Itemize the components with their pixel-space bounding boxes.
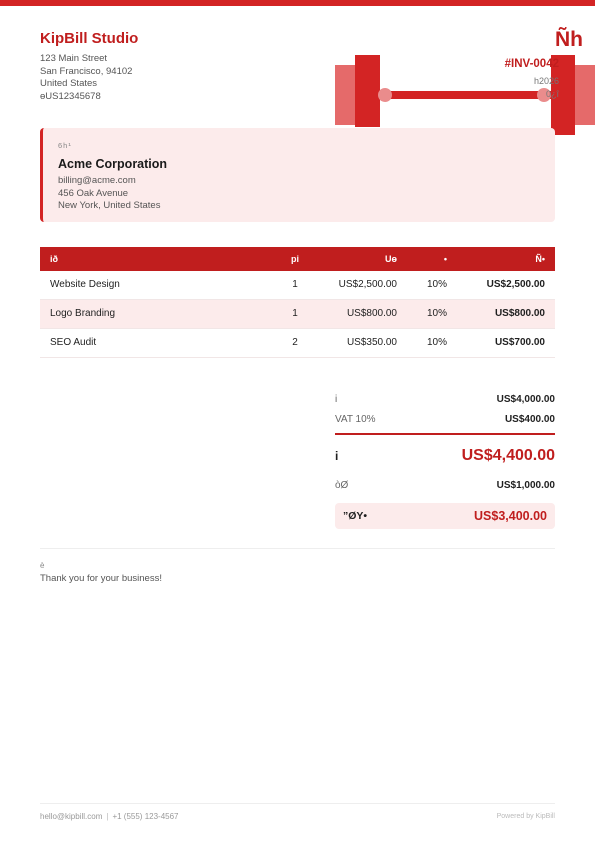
company-address-line: San Francisco, 94102	[40, 65, 133, 77]
decor-circle-left	[378, 88, 392, 102]
item-description: SEO Audit	[50, 337, 97, 348]
header-description: ið	[50, 254, 58, 264]
decor-bar-left	[355, 55, 380, 127]
item-tax: 10%	[426, 337, 447, 348]
subtotal-row	[335, 390, 555, 410]
invoice-title: Ñh	[555, 28, 583, 51]
client-street: 456 Oak Avenue	[58, 187, 129, 199]
footer-divider	[40, 803, 555, 804]
client-city: New York, United States	[58, 200, 161, 211]
item-unit-price: US$350.00	[346, 337, 397, 348]
footer-email[interactable]: hello@kipbill.com	[40, 812, 103, 821]
client-email: billing@acme.com	[58, 175, 136, 186]
totals-divider	[335, 433, 555, 435]
item-unit-price: US$800.00	[346, 308, 397, 319]
decor-bar-horizontal	[380, 91, 551, 99]
bill-to-card	[40, 128, 555, 222]
top-accent-bar	[0, 0, 595, 6]
table-row	[40, 300, 555, 329]
invoice-meta	[534, 75, 559, 101]
total-label: i	[335, 449, 339, 463]
invoice-number: #INV-0042	[504, 58, 559, 70]
invoice-due-date: 0¿î	[545, 89, 559, 99]
item-tax: 10%	[426, 279, 447, 290]
paid-label: òØ	[335, 480, 349, 491]
item-quantity: 2	[292, 337, 298, 348]
item-quantity: 1	[292, 308, 298, 319]
paid-value: US$1,000.00	[496, 480, 555, 491]
footer-phone[interactable]: +1 (555) 123-4567	[112, 812, 179, 821]
balance-due-label: ”ØY•	[343, 510, 368, 522]
balance-due-value: US$3,400.00	[474, 509, 547, 523]
table-row	[40, 329, 555, 358]
item-amount: US$2,500.00	[486, 279, 545, 290]
powered-by: Powered by KipBill	[496, 813, 555, 820]
item-unit-price: US$2,500.00	[338, 279, 397, 290]
notes-text: Thank you for your business!	[40, 573, 162, 584]
bill-to-label: 6h¹	[58, 141, 72, 150]
company-address-line: 123 Main Street	[40, 53, 108, 64]
company-tax-id: ɵUS12345678	[40, 90, 101, 102]
vat-row	[335, 410, 555, 430]
paid-row	[335, 475, 555, 497]
balance-due-row	[335, 503, 555, 529]
header-amount: Ñ•	[535, 254, 545, 264]
item-amount: US$700.00	[494, 337, 545, 348]
totals-block	[335, 390, 555, 529]
line-items-table	[40, 247, 555, 358]
notes-label: è	[40, 561, 45, 570]
company-name: KipBill Studio	[40, 30, 139, 47]
table-row	[40, 271, 555, 300]
footer-separator: |	[106, 812, 109, 821]
table-header	[40, 247, 555, 271]
header-quantity: pi	[291, 254, 299, 264]
header-tax: •	[443, 254, 447, 264]
vat-label: VAT 10%	[335, 414, 376, 425]
subtotal-value: US$4,000.00	[496, 394, 555, 405]
item-amount: US$800.00	[494, 308, 545, 319]
notes-divider	[40, 548, 555, 549]
item-quantity: 1	[292, 279, 298, 290]
decor-block-right	[575, 65, 595, 125]
item-description: Logo Branding	[50, 308, 116, 319]
total-value: US$4,400.00	[461, 447, 555, 464]
item-tax: 10%	[426, 308, 447, 319]
header-unit-price: Uɵ	[385, 254, 397, 264]
client-name: Acme Corporation	[58, 157, 168, 171]
vat-value: US$400.00	[504, 414, 555, 425]
subtotal-label: i	[335, 394, 338, 405]
total-row	[335, 441, 555, 471]
footer-contact	[40, 812, 179, 821]
item-description: Website Design	[50, 279, 120, 290]
decor-block-left	[335, 65, 355, 125]
invoice-date: h2026	[533, 76, 559, 86]
company-address-line: United States	[40, 78, 98, 89]
company-block	[40, 30, 138, 103]
